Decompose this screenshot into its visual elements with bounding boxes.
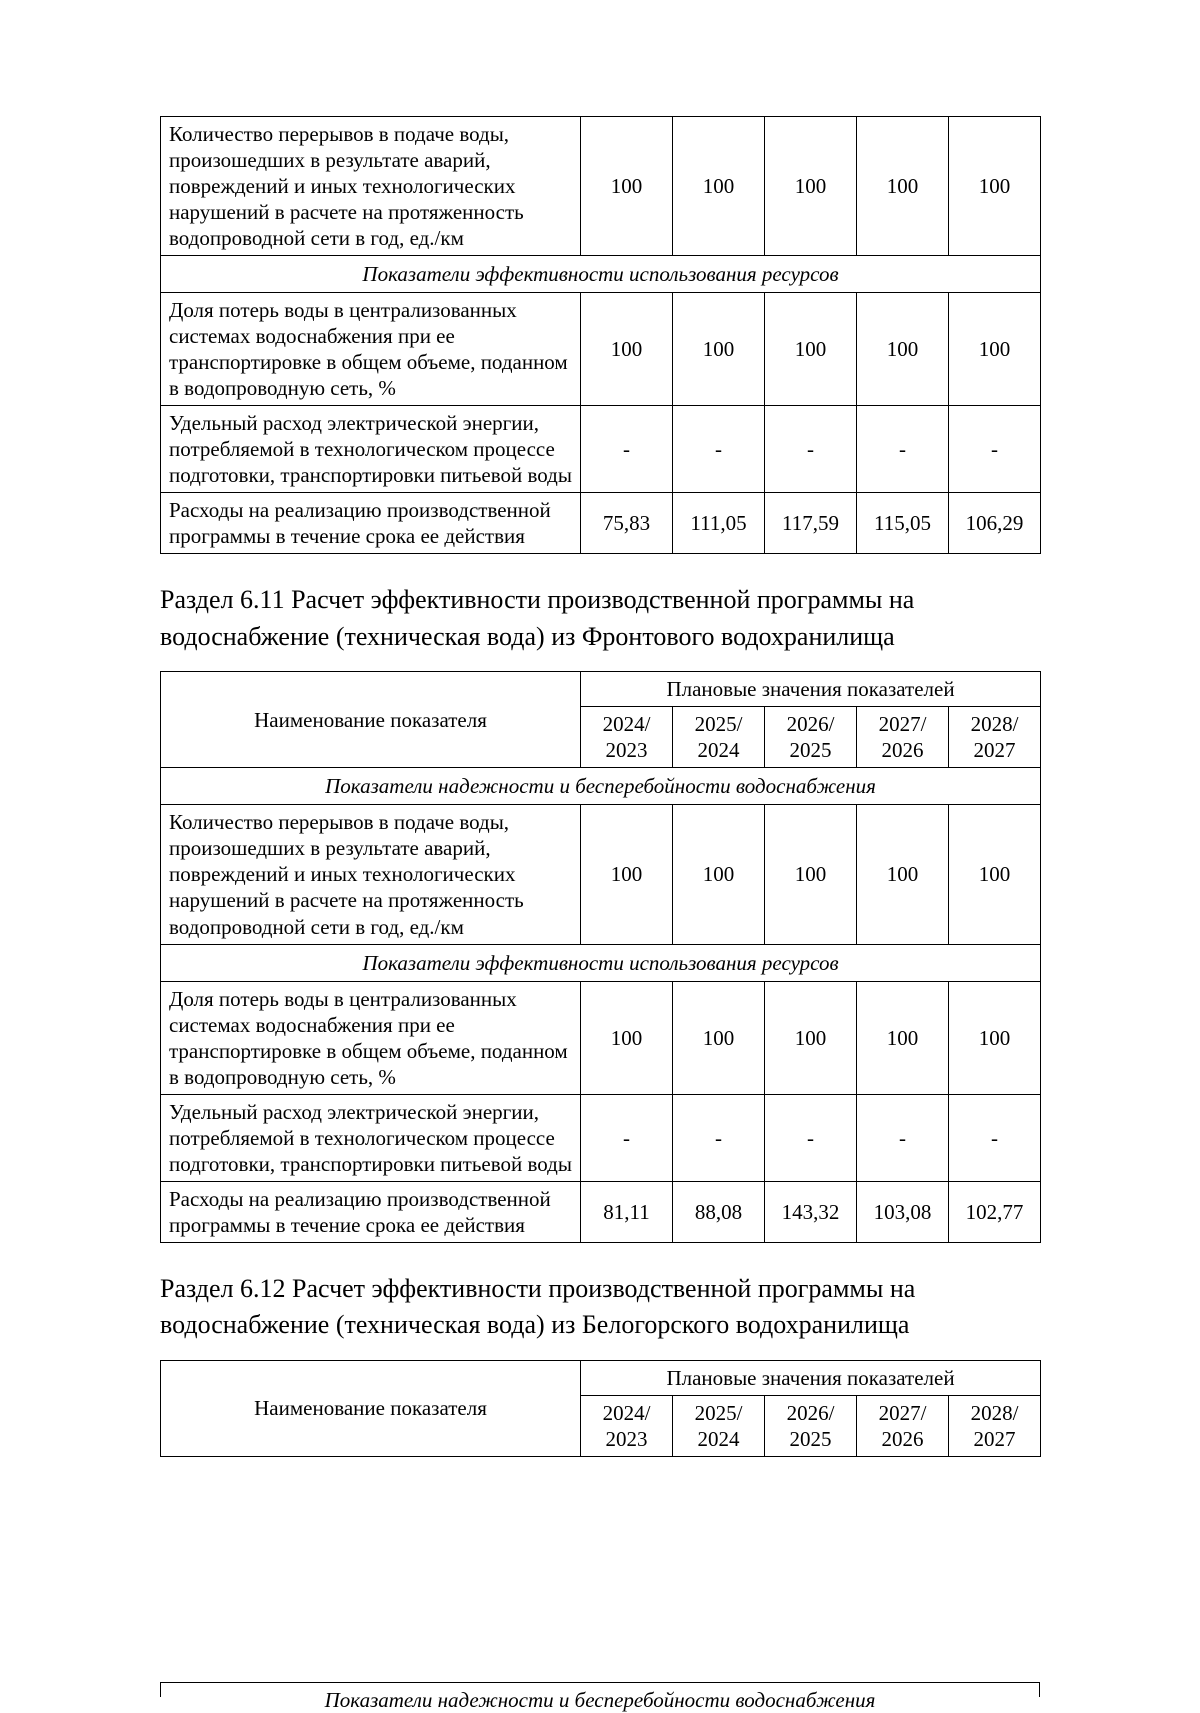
cell-value: 100 [949,293,1041,406]
cell-value: 100 [857,117,949,256]
cell-value: 100 [857,805,949,944]
planned-values-header: Плановые значения показателей [581,672,1041,707]
table-row [161,981,1041,1094]
cell-value: 100 [857,981,949,1094]
period-line: 2024/ [602,712,651,737]
cell-value: 100 [949,805,1041,944]
table-continuation [160,116,1041,554]
cell-value: 103,08 [857,1181,949,1242]
cell-value: 100 [765,981,857,1094]
period-header [673,707,765,768]
period-line: 2025/ [694,712,743,737]
section-row-efficiency [161,944,1041,981]
cell-value: 106,29 [949,493,1041,554]
name-column-header: Наименование показателя [161,672,581,768]
cell-value: 100 [581,293,673,406]
period-header [581,1395,673,1456]
period-line: 2026/ [786,712,835,737]
table-row [161,493,1041,554]
table-row [161,1181,1041,1242]
period-header [765,707,857,768]
table-row [161,293,1041,406]
clipped-section-row [161,1683,1039,1713]
row-label-expenses: Расходы на реализацию производственной программы в течение срока ее действия [161,493,581,554]
cell-value: 100 [949,117,1041,256]
section-title: Показатели эффективности использования ресурсов [161,256,1041,293]
table-row [161,805,1041,944]
cell-value: - [857,406,949,493]
cell-value: 100 [673,805,765,944]
row-label-losses: Доля потерь воды в централизованных системах водоснабжения при ее транспортировке в общем объеме, поданном в водопроводную сеть, % [161,981,581,1094]
row-label-interruptions: Количество перерывов в подаче воды, произошедших в результате аварий, повреждений и иных технологических нарушений в расчете на протяженность водопроводной сети в год, ед./км [161,117,581,256]
period-line: 2026/ [786,1400,835,1425]
cell-value: - [857,1094,949,1181]
period-line: 2023 [605,738,648,763]
table-6-11 [160,671,1041,1243]
period-line: 2023 [605,1426,648,1451]
period-line: 2025 [789,1426,832,1451]
section-row-efficiency [161,256,1041,293]
period-header [673,1395,765,1456]
section-title: Показатели эффективности использования ресурсов [161,944,1041,981]
period-line: 2026 [881,738,924,763]
row-label-energy: Удельный расход электрической энергии, потребляемой в технологическом процессе подготовки, транспортировки питьевой воды [161,1094,581,1181]
period-line: 2028/ [970,1400,1019,1425]
cell-value: 102,77 [949,1181,1041,1242]
cell-value: - [949,406,1041,493]
cell-value: 100 [581,805,673,944]
section-heading-6-12: Раздел 6.12 Расчет эффективности производственной программы на водоснабжение (техническая вода) из Белогорского водохранилища [160,1273,916,1340]
period-line: 2024/ [602,1400,651,1425]
period-line: 2028/ [970,712,1019,737]
period-header [949,1395,1041,1456]
period-line: 2026 [881,1426,924,1451]
cell-value: 88,08 [673,1181,765,1242]
section-row-reliability [161,768,1041,805]
cell-value: - [673,1094,765,1181]
name-column-header: Наименование показателя [161,1360,581,1456]
cell-value: 111,05 [673,493,765,554]
cell-value: 81,11 [581,1181,673,1242]
cell-value: 100 [765,293,857,406]
cell-value: 75,83 [581,493,673,554]
planned-values-header: Плановые значения показателей [581,1360,1041,1395]
cell-value: 115,05 [857,493,949,554]
period-line: 2027/ [878,712,927,737]
period-header [581,707,673,768]
table-header-row [161,672,1041,707]
period-header [857,1395,949,1456]
row-label-interruptions: Количество перерывов в подаче воды, произошедших в результате аварий, повреждений и иных технологических нарушений в расчете на протяженность водопроводной сети в год, ед./км [161,805,581,944]
table-header-row [161,1360,1041,1395]
cell-value: - [949,1094,1041,1181]
clipped-next-table-row [160,1682,1040,1712]
cell-value: 100 [857,293,949,406]
section-title: Показатели надежности и бесперебойности водоснабжения [161,768,1041,805]
period-line: 2025 [789,738,832,763]
period-line: 2027 [973,738,1016,763]
table-row [161,406,1041,493]
period-header [949,707,1041,768]
row-label-expenses: Расходы на реализацию производственной программы в течение срока ее действия [161,1181,581,1242]
cell-value: 100 [673,981,765,1094]
section-title: Показатели надежности и бесперебойности водоснабжения [324,1688,876,1712]
table-6-12 [160,1360,1041,1457]
cell-value: 100 [949,981,1041,1094]
cell-value: - [765,1094,857,1181]
cell-value: 100 [673,117,765,256]
period-line: 2024 [697,738,740,763]
cell-value: 100 [765,117,857,256]
table-row [161,117,1041,256]
row-label-energy: Удельный расход электрической энергии, потребляемой в технологическом процессе подготовки, транспортировки питьевой воды [161,406,581,493]
cell-value: - [581,1094,673,1181]
period-line: 2027 [973,1426,1016,1451]
cell-value: 100 [581,117,673,256]
period-header [857,707,949,768]
period-line: 2025/ [694,1400,743,1425]
cell-value: 143,32 [765,1181,857,1242]
cell-value: 100 [581,981,673,1094]
row-label-losses: Доля потерь воды в централизованных системах водоснабжения при ее транспортировке в общем объеме, поданном в водопроводную сеть, % [161,293,581,406]
period-header [765,1395,857,1456]
cell-value: - [765,406,857,493]
cell-value: - [581,406,673,493]
cell-value: 100 [673,293,765,406]
cell-value: 100 [765,805,857,944]
section-heading-6-11: Раздел 6.11 Расчет эффективности производственной программы на водоснабжение (техническая вода) из Фронтового водохранилища [160,585,915,651]
table-row [161,1094,1041,1181]
period-line: 2024 [697,1426,740,1451]
cell-value: - [673,406,765,493]
period-line: 2027/ [878,1400,927,1425]
cell-value: 117,59 [765,493,857,554]
